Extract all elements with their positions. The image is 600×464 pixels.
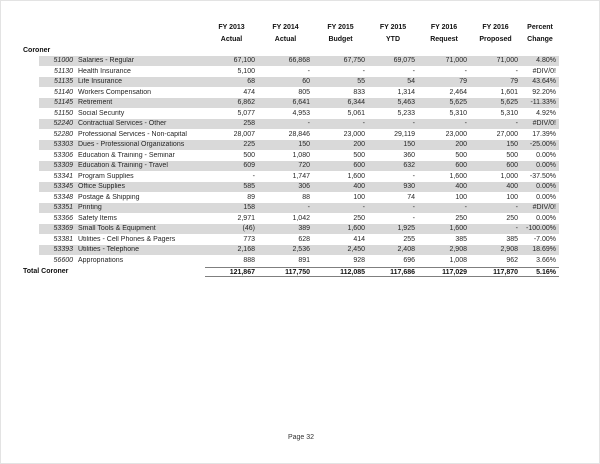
account-label: Salaries - Regular bbox=[78, 57, 135, 65]
value-fy2015-budget: 250 bbox=[353, 214, 365, 222]
table-row bbox=[23, 140, 559, 151]
total-label: Total Coroner bbox=[23, 268, 69, 275]
row-indent bbox=[23, 255, 39, 266]
table-row bbox=[23, 129, 559, 140]
account-label: Safety Items bbox=[78, 214, 117, 222]
value-fy2016-request: 385 bbox=[455, 235, 467, 243]
table-row bbox=[23, 171, 559, 182]
value-fy2016-proposed: 5,625 bbox=[500, 99, 518, 107]
account-code: 52280 bbox=[53, 130, 73, 138]
value-fy2014-actual: 28,846 bbox=[288, 130, 310, 138]
account-label: Retirement bbox=[78, 99, 113, 107]
value-fy2015-ytd: - bbox=[412, 172, 415, 180]
value-fy2014-actual: 66,868 bbox=[288, 57, 310, 65]
table-row bbox=[23, 87, 559, 98]
total-value-percent-change: 5.16% bbox=[521, 267, 559, 277]
value-fy2015-ytd: - bbox=[412, 204, 415, 212]
column-header-fy2016-request: FY 2016 bbox=[430, 23, 458, 31]
value-fy2016-proposed: 250 bbox=[506, 214, 518, 222]
value-fy2014-actual: 150 bbox=[298, 141, 310, 149]
value-fy2013-actual: 28,007 bbox=[233, 130, 255, 138]
account-code: 51145 bbox=[54, 99, 73, 107]
account-label: Small Tools & Equipment bbox=[78, 225, 156, 233]
value-percent-change: -100.00% bbox=[526, 225, 556, 233]
value-fy2016-request: 5,310 bbox=[449, 109, 467, 117]
account-code: 53348 bbox=[53, 193, 73, 201]
row-band bbox=[39, 192, 559, 203]
value-fy2016-proposed: 500 bbox=[506, 151, 518, 159]
table-row bbox=[23, 77, 559, 88]
total-value-fy2013: 121,867 bbox=[205, 267, 258, 277]
account-code: 53345 bbox=[53, 183, 73, 191]
value-percent-change: -25.00% bbox=[529, 141, 556, 149]
value-percent-change: 18.69% bbox=[532, 246, 556, 254]
value-fy2014-actual: - bbox=[307, 120, 310, 128]
account-code: 52240 bbox=[53, 120, 73, 128]
value-fy2015-budget: 23,000 bbox=[343, 130, 365, 138]
value-fy2016-proposed: 385 bbox=[506, 235, 518, 243]
table-row bbox=[23, 224, 559, 235]
value-fy2013-actual: 5,077 bbox=[237, 109, 255, 117]
value-fy2015-budget: - bbox=[362, 204, 365, 212]
column-subheader-ytd: YTD bbox=[386, 35, 400, 43]
value-fy2015-budget: 1,600 bbox=[347, 225, 365, 233]
value-fy2013-actual: 888 bbox=[243, 256, 255, 264]
account-label: Workers Compensation bbox=[78, 88, 152, 96]
page-number: Page 32 bbox=[287, 434, 315, 441]
value-fy2016-proposed: 100 bbox=[506, 193, 518, 201]
value-fy2013-actual: 773 bbox=[243, 235, 255, 243]
value-fy2013-actual: 158 bbox=[243, 204, 255, 212]
total-value-fy2015-ytd: 117,686 bbox=[368, 267, 418, 277]
column-header-fy2013: FY 2013 bbox=[218, 23, 245, 31]
account-label: Contractual Services - Other bbox=[78, 120, 167, 128]
value-percent-change: 0.00% bbox=[536, 162, 556, 170]
row-band bbox=[39, 161, 559, 172]
value-fy2014-actual: 60 bbox=[302, 78, 310, 86]
value-percent-change: #DIV/0! bbox=[532, 204, 556, 212]
value-fy2015-budget: 55 bbox=[357, 78, 365, 86]
account-label: Program Supplies bbox=[78, 172, 134, 180]
row-band bbox=[39, 98, 559, 109]
row-band bbox=[39, 129, 559, 140]
account-label: Professional Services - Non-capital bbox=[78, 130, 187, 138]
value-fy2016-proposed: - bbox=[515, 225, 518, 233]
value-fy2016-proposed: 27,000 bbox=[496, 130, 518, 138]
section-title: Coroner bbox=[23, 46, 51, 54]
value-fy2015-budget: 6,344 bbox=[347, 99, 365, 107]
value-fy2016-proposed: 150 bbox=[506, 141, 518, 149]
value-fy2016-request: - bbox=[464, 120, 467, 128]
value-fy2016-request: 23,000 bbox=[445, 130, 467, 138]
value-percent-change: #DIV/0! bbox=[532, 67, 556, 75]
value-fy2015-budget: 600 bbox=[353, 162, 365, 170]
table-row bbox=[23, 213, 559, 224]
value-fy2015-ytd: 632 bbox=[403, 162, 415, 170]
value-fy2016-proposed: - bbox=[515, 204, 518, 212]
column-subheader-actual-2013: Actual bbox=[220, 35, 243, 43]
section-title-row bbox=[23, 45, 559, 56]
value-fy2013-actual: 225 bbox=[243, 141, 255, 149]
row-band bbox=[39, 171, 559, 182]
account-label: Utilities - Cell Phones & Pagers bbox=[78, 235, 176, 243]
row-indent bbox=[23, 234, 39, 245]
column-subheader-change: Change bbox=[527, 35, 553, 43]
account-code: 56600 bbox=[53, 256, 73, 264]
account-label: Health Insurance bbox=[78, 67, 131, 75]
account-code: 53306 bbox=[53, 151, 73, 159]
row-indent bbox=[23, 213, 39, 224]
value-fy2014-actual: 4,953 bbox=[292, 109, 310, 117]
row-band bbox=[39, 140, 559, 151]
value-fy2016-request: 2,464 bbox=[449, 88, 467, 96]
value-fy2014-actual: 1,080 bbox=[292, 151, 310, 159]
row-indent bbox=[23, 203, 39, 214]
account-label: Dues - Professional Organizations bbox=[78, 141, 185, 149]
table-row bbox=[23, 255, 559, 266]
table-row bbox=[23, 203, 559, 214]
row-indent bbox=[23, 129, 39, 140]
value-fy2013-actual: 609 bbox=[243, 162, 255, 170]
total-value-fy2016-proposed: 117,870 bbox=[470, 267, 521, 277]
value-fy2015-budget: 928 bbox=[353, 256, 365, 264]
row-band bbox=[39, 56, 559, 67]
value-fy2014-actual: 88 bbox=[302, 193, 310, 201]
value-fy2013-actual: 2,971 bbox=[237, 214, 255, 222]
table-body bbox=[23, 56, 559, 266]
value-fy2016-request: 71,000 bbox=[445, 57, 467, 65]
table-row bbox=[23, 245, 559, 256]
value-fy2016-request: 200 bbox=[455, 141, 467, 149]
value-fy2015-ytd: 360 bbox=[403, 151, 415, 159]
value-fy2016-proposed: 400 bbox=[506, 183, 518, 191]
column-header-fy2016-proposed: FY 2016 bbox=[482, 23, 509, 31]
value-fy2014-actual: 1,042 bbox=[292, 214, 310, 222]
row-indent bbox=[23, 66, 39, 77]
value-fy2013-actual: 5,100 bbox=[237, 67, 255, 75]
table-row bbox=[23, 56, 559, 67]
column-header-fy2015-budget: FY 2015 bbox=[327, 23, 354, 31]
value-fy2015-budget: 5,061 bbox=[347, 109, 365, 117]
value-fy2015-budget: 833 bbox=[353, 88, 365, 96]
row-band bbox=[39, 255, 559, 266]
value-percent-change: 43.64% bbox=[532, 78, 556, 86]
account-code: 53341 bbox=[53, 172, 73, 180]
row-band bbox=[39, 213, 559, 224]
value-fy2015-ytd: 150 bbox=[403, 141, 415, 149]
table-row bbox=[23, 161, 559, 172]
table-row bbox=[23, 234, 559, 245]
value-percent-change: 0.00% bbox=[536, 151, 556, 159]
value-fy2016-request: 1,600 bbox=[449, 225, 467, 233]
value-percent-change: -11.33% bbox=[530, 99, 556, 107]
value-fy2013-actual: 474 bbox=[243, 88, 255, 96]
column-headers-line2 bbox=[23, 33, 559, 45]
column-subheader-request: Request bbox=[430, 35, 458, 43]
value-fy2014-actual: 389 bbox=[298, 225, 310, 233]
row-band bbox=[39, 119, 559, 130]
row-indent bbox=[23, 182, 39, 193]
value-fy2015-budget: 200 bbox=[353, 141, 365, 149]
value-fy2015-budget: - bbox=[362, 67, 365, 75]
table-row bbox=[23, 150, 559, 161]
value-fy2014-actual: - bbox=[307, 204, 310, 212]
account-label: Social Security bbox=[78, 109, 125, 117]
account-code: 53393 bbox=[53, 246, 73, 254]
total-value-fy2014: 117,750 bbox=[258, 267, 313, 277]
value-fy2014-actual: 891 bbox=[298, 256, 310, 264]
value-fy2016-request: 100 bbox=[455, 193, 467, 201]
value-fy2015-budget: 414 bbox=[353, 235, 365, 243]
value-fy2015-ytd: - bbox=[412, 67, 415, 75]
value-fy2016-request: 400 bbox=[455, 183, 467, 191]
row-band bbox=[39, 224, 559, 235]
value-fy2014-actual: 306 bbox=[298, 183, 310, 191]
value-fy2015-ytd: 696 bbox=[403, 256, 415, 264]
value-fy2015-budget: 500 bbox=[353, 151, 365, 159]
row-indent bbox=[23, 87, 39, 98]
account-code: 51130 bbox=[54, 67, 73, 75]
value-fy2013-actual: - bbox=[252, 172, 255, 180]
account-label: Appropriations bbox=[78, 256, 124, 264]
account-label: Utilities - Telephone bbox=[78, 246, 139, 254]
account-code: 53369 bbox=[53, 225, 73, 233]
value-fy2016-proposed: 600 bbox=[506, 162, 518, 170]
account-code: 53366 bbox=[53, 214, 73, 222]
value-fy2016-request: 250 bbox=[455, 214, 467, 222]
value-fy2016-proposed: 5,310 bbox=[500, 109, 518, 117]
total-value-fy2016-request: 117,029 bbox=[418, 267, 470, 277]
value-fy2016-request: - bbox=[464, 67, 467, 75]
value-fy2016-proposed: 71,000 bbox=[496, 57, 518, 65]
value-fy2016-request: 600 bbox=[455, 162, 467, 170]
value-fy2016-proposed: 1,000 bbox=[500, 172, 518, 180]
value-fy2015-ytd: 930 bbox=[403, 183, 415, 191]
value-fy2015-budget: - bbox=[362, 120, 365, 128]
row-band bbox=[39, 245, 559, 256]
value-fy2013-actual: 89 bbox=[247, 193, 255, 201]
row-indent bbox=[23, 108, 39, 119]
account-code: 53309 bbox=[53, 162, 73, 170]
row-band bbox=[39, 182, 559, 193]
row-indent bbox=[23, 171, 39, 182]
value-fy2014-actual: 1,747 bbox=[292, 172, 310, 180]
table-row bbox=[23, 66, 559, 77]
row-indent bbox=[23, 192, 39, 203]
column-header-fy2014: FY 2014 bbox=[272, 23, 299, 31]
total-row bbox=[23, 266, 559, 277]
table-row bbox=[23, 98, 559, 109]
value-percent-change: 3.66% bbox=[536, 256, 556, 264]
value-fy2016-request: 79 bbox=[459, 78, 467, 86]
value-fy2016-proposed: 1,601 bbox=[500, 88, 518, 96]
value-fy2014-actual: 720 bbox=[298, 162, 310, 170]
account-label: Printing bbox=[78, 204, 102, 212]
value-fy2016-proposed: 79 bbox=[510, 78, 518, 86]
value-percent-change: 92.20% bbox=[532, 88, 556, 96]
value-fy2014-actual: - bbox=[307, 67, 310, 75]
value-fy2013-actual: 68 bbox=[247, 78, 255, 86]
value-fy2015-ytd: 255 bbox=[403, 235, 415, 243]
row-band bbox=[39, 87, 559, 98]
column-subheader-proposed: Proposed bbox=[479, 35, 512, 43]
account-label: Education & Training - Travel bbox=[78, 162, 168, 170]
table-row bbox=[23, 119, 559, 130]
column-header-percent: Percent bbox=[527, 23, 553, 31]
value-fy2016-proposed: - bbox=[515, 67, 518, 75]
row-band bbox=[39, 108, 559, 119]
value-fy2014-actual: 805 bbox=[298, 88, 310, 96]
account-code: 51140 bbox=[54, 88, 73, 96]
row-band bbox=[39, 203, 559, 214]
value-fy2016-request: 2,908 bbox=[449, 246, 467, 254]
value-fy2015-ytd: 5,463 bbox=[397, 99, 415, 107]
value-fy2013-actual: 258 bbox=[243, 120, 255, 128]
value-fy2013-actual: 2,168 bbox=[237, 246, 255, 254]
account-code: 53303 bbox=[53, 141, 73, 149]
account-code: 53351 bbox=[53, 204, 73, 212]
row-band bbox=[39, 234, 559, 245]
value-fy2016-request: 500 bbox=[455, 151, 467, 159]
value-fy2015-budget: 400 bbox=[353, 183, 365, 191]
value-fy2015-budget: 67,750 bbox=[343, 57, 365, 65]
value-fy2015-ytd: 74 bbox=[407, 193, 415, 201]
column-headers-line1 bbox=[23, 21, 559, 33]
value-fy2015-budget: 100 bbox=[353, 193, 365, 201]
value-fy2013-actual: 500 bbox=[243, 151, 255, 159]
row-band bbox=[39, 150, 559, 161]
value-fy2015-ytd: 29,119 bbox=[394, 130, 415, 138]
value-fy2015-ytd: - bbox=[412, 120, 415, 128]
value-percent-change: 0.00% bbox=[536, 193, 556, 201]
value-percent-change: -7.00% bbox=[533, 235, 556, 243]
value-percent-change: 0.00% bbox=[536, 183, 556, 191]
account-code: 51135 bbox=[54, 78, 73, 86]
value-fy2014-actual: 628 bbox=[298, 235, 310, 243]
value-fy2015-ytd: 54 bbox=[407, 78, 415, 86]
row-indent bbox=[23, 224, 39, 235]
column-subheader-actual-2014: Actual bbox=[274, 35, 297, 43]
value-percent-change: 4.80% bbox=[536, 57, 556, 65]
account-label: Education & Training - Seminar bbox=[78, 151, 175, 159]
value-fy2016-request: 1,600 bbox=[449, 172, 467, 180]
row-indent bbox=[23, 140, 39, 151]
value-percent-change: -37.50% bbox=[529, 172, 556, 180]
table-row bbox=[23, 108, 559, 119]
account-label: Life Insurance bbox=[78, 78, 122, 86]
table-row bbox=[23, 182, 559, 193]
value-fy2015-ytd: 2,408 bbox=[397, 246, 415, 254]
value-percent-change: 0.00% bbox=[536, 214, 556, 222]
value-percent-change: 17.39% bbox=[532, 130, 556, 138]
value-fy2015-ytd: 69,075 bbox=[393, 57, 415, 65]
value-fy2016-request: 5,625 bbox=[449, 99, 467, 107]
value-fy2014-actual: 2,536 bbox=[292, 246, 310, 254]
row-indent bbox=[23, 119, 39, 130]
account-code: 51000 bbox=[53, 57, 73, 65]
value-fy2015-budget: 2,450 bbox=[347, 246, 365, 254]
value-fy2016-proposed: - bbox=[515, 120, 518, 128]
value-fy2016-proposed: 962 bbox=[506, 256, 518, 264]
row-band bbox=[39, 66, 559, 77]
value-fy2013-actual: 6,862 bbox=[237, 99, 255, 107]
value-fy2015-ytd: 1,925 bbox=[397, 225, 415, 233]
value-fy2014-actual: 6,641 bbox=[292, 99, 310, 107]
value-fy2016-request: - bbox=[464, 204, 467, 212]
value-fy2015-ytd: 1,314 bbox=[397, 88, 415, 96]
table-row bbox=[23, 192, 559, 203]
row-indent bbox=[23, 161, 39, 172]
row-indent bbox=[23, 245, 39, 256]
value-fy2015-budget: 1,600 bbox=[347, 172, 365, 180]
budget-table bbox=[23, 21, 559, 277]
value-fy2015-ytd: 5,233 bbox=[397, 109, 415, 117]
column-header-fy2015-ytd: FY 2015 bbox=[379, 23, 407, 31]
account-code: 53381 bbox=[53, 235, 73, 243]
value-percent-change: #DIV/0! bbox=[532, 120, 556, 128]
row-indent bbox=[23, 56, 39, 67]
account-label: Office Supplies bbox=[78, 183, 125, 191]
value-fy2015-ytd: - bbox=[412, 214, 415, 222]
value-percent-change: 4.92% bbox=[536, 109, 556, 117]
value-fy2013-actual: (46) bbox=[242, 225, 255, 233]
row-indent bbox=[23, 98, 39, 109]
row-band bbox=[39, 77, 559, 88]
value-fy2016-request: 1,008 bbox=[449, 256, 467, 264]
row-indent bbox=[23, 150, 39, 161]
value-fy2016-proposed: 2,908 bbox=[500, 246, 518, 254]
value-fy2013-actual: 585 bbox=[243, 183, 255, 191]
row-indent bbox=[23, 77, 39, 88]
account-label: Postage & Shipping bbox=[78, 193, 140, 201]
total-value-fy2015-budget: 112,085 bbox=[313, 267, 368, 277]
account-code: 51150 bbox=[54, 109, 73, 117]
value-fy2013-actual: 67,100 bbox=[233, 57, 255, 65]
column-subheader-budget: Budget bbox=[328, 35, 353, 43]
